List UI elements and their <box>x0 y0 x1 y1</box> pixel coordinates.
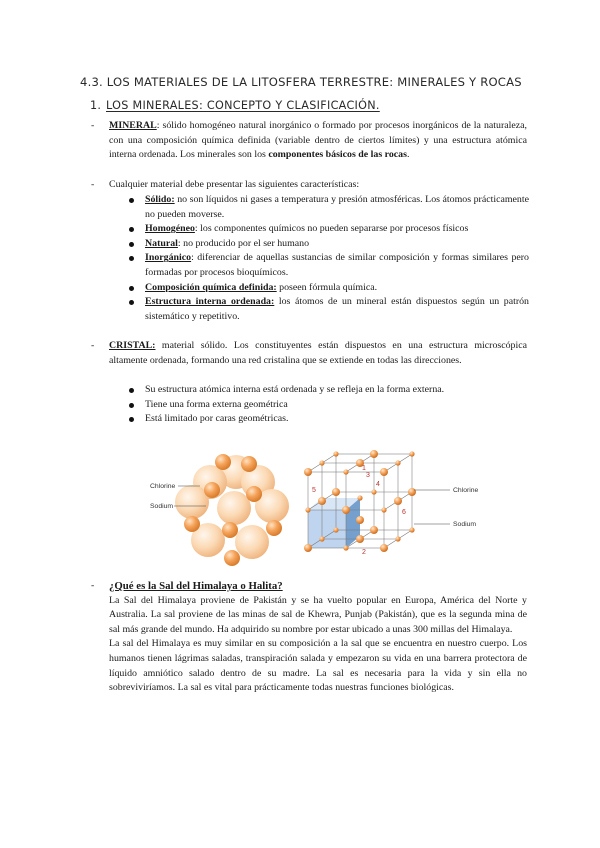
item-text: no son líquidos ni gases a temperatura y presión atmosféricas. Los átomos prácticamente no pueden moverse. <box>145 194 529 220</box>
right-label-chlorine: Chlorine <box>453 487 479 494</box>
characteristics-intro-text: Cualquier material debe presentar las siguientes características: <box>109 179 360 190</box>
list-item <box>128 222 529 237</box>
sodium-atom <box>343 469 348 474</box>
sodium-atom <box>371 489 376 494</box>
nacl-crystal-figure <box>148 448 520 570</box>
bullet-icon <box>129 256 134 261</box>
sodium-atom <box>333 451 338 456</box>
sodium-atom <box>409 451 414 456</box>
sodium-sphere <box>241 456 257 472</box>
cristal-term: CRISTAL: <box>109 340 156 351</box>
item-term: Inorgánico <box>145 252 192 264</box>
sodium-sphere <box>266 520 282 536</box>
dash-marker: - <box>91 580 95 591</box>
left-label-sodium: Sodium <box>150 503 174 510</box>
item-text: poseen fórmula química. <box>276 281 378 293</box>
halita-question: ¿Qué es la Sal del Himalaya o Halita? <box>109 580 283 592</box>
lattice-number-6: 6 <box>402 509 406 516</box>
sodium-atom <box>409 527 414 532</box>
sodium-atom <box>395 536 400 541</box>
lattice-number-5: 5 <box>312 487 316 494</box>
mineral-strong: componentes básicos de las rocas <box>268 149 407 161</box>
sphere-packing-model <box>175 454 289 566</box>
item-term: Natural <box>145 237 178 249</box>
characteristics-intro <box>91 178 527 193</box>
mineral-term: MINERAL <box>109 120 157 131</box>
sodium-atom <box>305 507 310 512</box>
lattice-number-4: 4 <box>376 481 380 488</box>
halita-paragraph-1: La Sal del Himalaya proviene de Pakistán y se ha vuelto popular en Europa, América del Norte y Australia. La sal proviene de las minas de sal de Khewra, Punjab (Pakistán), que es la segunda mina de sal más grande del mundo. Ha adquirido su nombre por estar ubicado a unas 300 millas del Himalaya. <box>109 594 527 635</box>
sodium-sphere <box>224 550 240 566</box>
halita-section <box>91 579 527 696</box>
subsection-title: LOS MINERALES: CONCEPTO Y CLASIFICACIÓN. <box>106 99 380 112</box>
sodium-sphere <box>184 516 200 532</box>
item-text: : los componentes químicos no pueden separarse por procesos físicos <box>194 223 469 235</box>
dash-marker: - <box>91 120 95 131</box>
bullet-icon <box>129 198 134 203</box>
chlorine-atom <box>356 516 364 524</box>
item-text: Su estructura atómica interna está ordenada y se refleja en la forma externa. <box>145 384 445 395</box>
list-item <box>128 295 529 324</box>
chlorine-atom <box>380 544 388 552</box>
lattice-number-1: 1 <box>362 465 366 472</box>
sodium-atom <box>343 545 348 550</box>
bullet-icon <box>129 300 134 305</box>
sodium-sphere <box>204 482 220 498</box>
sodium-sphere <box>246 486 262 502</box>
bullet-icon <box>129 242 134 247</box>
list-item <box>128 412 529 427</box>
item-term: Estructura interna ordenada: <box>145 296 275 308</box>
sodium-atom <box>319 460 324 465</box>
list-item <box>128 237 529 252</box>
dash-marker: - <box>91 340 95 351</box>
sodium-atom <box>319 536 324 541</box>
list-item <box>128 398 529 413</box>
bullet-icon <box>129 286 134 291</box>
mineral-definition <box>91 119 527 163</box>
chlorine-sphere <box>235 525 269 559</box>
cristal-definition <box>91 339 527 368</box>
bullet-icon <box>129 403 134 408</box>
dash-marker: - <box>91 179 95 190</box>
item-term: Composición química definida: <box>145 281 277 293</box>
chlorine-atom <box>370 526 378 534</box>
section-heading: 4.3. LOS MATERIALES DE LA LITOSFERA TERRESTRE: MINERALES Y ROCAS <box>80 75 522 89</box>
item-text: los átomos de un mineral están dispuestos según un patrón sistemático y repetitivo. <box>145 296 529 322</box>
chlorine-sphere <box>175 485 209 519</box>
chlorine-atom <box>370 450 378 458</box>
chlorine-atom <box>332 488 340 496</box>
chlorine-atom <box>304 468 312 476</box>
item-text: Está limitado por caras geométricas. <box>145 413 289 425</box>
bullet-icon <box>129 417 134 422</box>
characteristics-list <box>128 193 529 324</box>
item-text: : diferenciar de aquellas sustancias de similar composición y formas similares pero formadas por procesos bioquímicos. <box>145 252 529 278</box>
bullet-icon <box>129 227 134 232</box>
item-text: Tiene una forma externa geométrica <box>145 398 288 410</box>
lattice-number-3: 3 <box>366 472 370 479</box>
sodium-sphere <box>215 454 231 470</box>
unit-cell-front-face <box>308 510 346 548</box>
list-item <box>128 383 529 398</box>
chlorine-atom <box>356 535 364 543</box>
sodium-atom <box>381 507 386 512</box>
halita-paragraph-2: La sal del Himalaya es muy similar en su composición a la sal que se encuentra en nuestro cuerpo. Los humanos tienen lágrimas saladas, transpiración salada y empezaron su vida en una barrera protectora de líquido amniótico salado dentro de su madre. La sal es necesaria para la vida y sin ella no sobreviviríamos. La sal es vital para prácticamente todas nuestras funciones biológicas. <box>109 638 527 694</box>
chlorine-atom <box>342 506 350 514</box>
chlorine-atom <box>394 497 402 505</box>
subsection-heading <box>90 99 380 112</box>
mineral-text: : sólido homogéneo natural inorgánico o formado por procesos inorgánicos de la naturaleza, con una composición química definida (variable dentro de ciertos límites) y una estructura atómica interna ordenada. Los minerales son los <box>109 120 527 161</box>
chlorine-sphere <box>217 491 251 525</box>
crystal-lattice-model <box>304 450 416 556</box>
item-text: : no producido por el ser humano <box>177 237 310 249</box>
sodium-atom <box>395 460 400 465</box>
chlorine-atom <box>304 544 312 552</box>
sodium-atom <box>357 495 362 500</box>
left-label-chlorine: Chlorine <box>150 483 176 490</box>
chlorine-atom <box>380 468 388 476</box>
sodium-sphere <box>222 522 238 538</box>
lattice-number-2: 2 <box>362 549 366 556</box>
list-item <box>128 251 529 280</box>
sodium-atom <box>333 527 338 532</box>
cristal-list <box>128 383 529 427</box>
mineral-end: . <box>406 149 410 161</box>
cristal-text: material sólido. Los constituyentes están dispuestos en una estructura microscópica altamente ordenada, formando una red cristalina que se extiende en todas las direcciones. <box>109 340 527 366</box>
chlorine-atom <box>318 497 326 505</box>
subsection-number: 1. <box>90 99 102 112</box>
list-item <box>128 193 529 222</box>
bullet-icon <box>129 388 134 393</box>
list-item <box>128 281 529 296</box>
chlorine-atom <box>408 488 416 496</box>
item-term: Homogéneo <box>145 223 195 235</box>
right-label-sodium: Sodium <box>453 521 477 528</box>
item-term: Sólido: <box>145 194 175 205</box>
